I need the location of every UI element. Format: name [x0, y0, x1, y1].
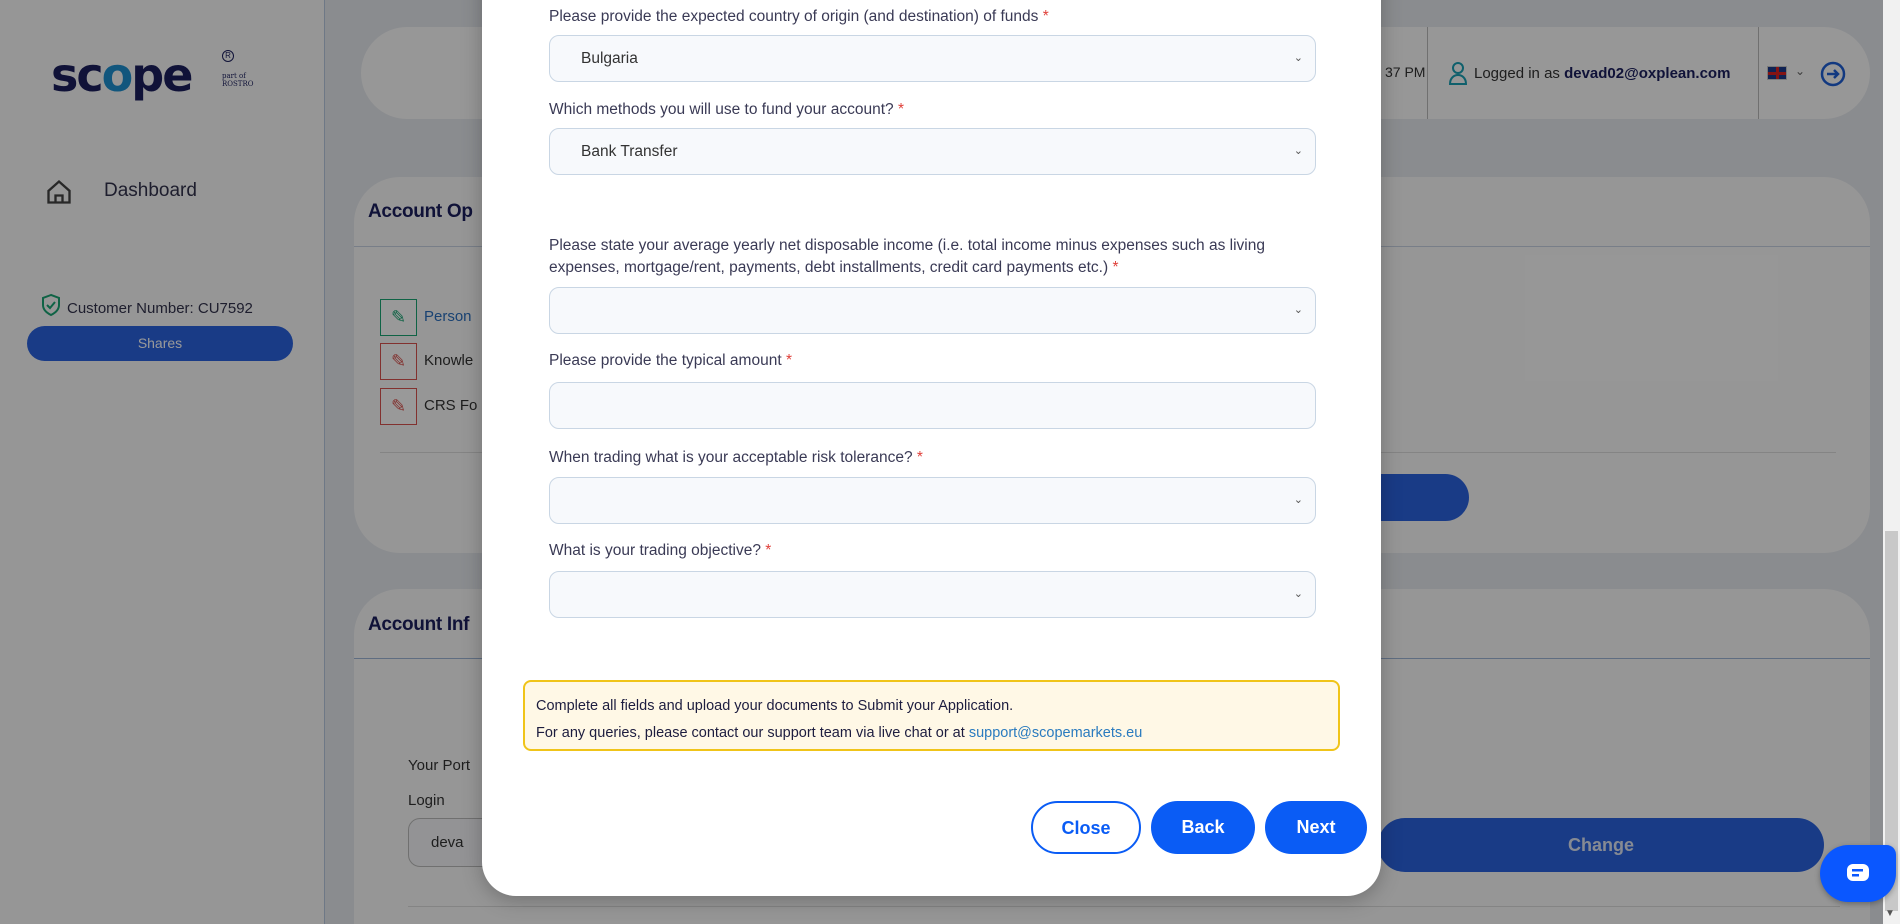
- account-type-shares-button[interactable]: Shares: [27, 326, 293, 361]
- portal-label: Your Port: [408, 757, 470, 774]
- logged-in-prefix: Logged in as: [1474, 65, 1560, 82]
- document-incomplete-icon: ✎: [380, 343, 417, 380]
- notice-line-2: For any queries, please contact our support team via live chat or at support@scopemarkets.eu: [536, 725, 1143, 741]
- question-label: Please state your average yearly net disposable income (i.e. total income minus expenses such as living expenses, mortgage/rent, payments, debt installments, credit card payments etc.) *: [549, 237, 1265, 276]
- select-value: Bank Transfer: [581, 143, 678, 160]
- document-complete-icon: ✎: [380, 299, 417, 336]
- logo-subtitle: part of ROSTRO: [222, 72, 254, 88]
- account-info-title: Account Inf: [368, 614, 470, 635]
- trading-objective-select[interactable]: [549, 571, 1316, 618]
- nav-dashboard[interactable]: Dashboard: [104, 180, 197, 201]
- customer-number: Customer Number: CU7592: [67, 300, 253, 317]
- question-label: What is your trading objective? *: [549, 542, 772, 559]
- country-of-funds-select[interactable]: [549, 35, 1316, 82]
- scroll-down-arrow-icon[interactable]: ▼: [1885, 908, 1895, 919]
- question-label: Please provide the expected country of origin (and destination) of funds *: [549, 8, 1049, 25]
- chevron-down-icon: ⌄: [1293, 145, 1303, 157]
- document-incomplete-icon: ✎: [380, 388, 417, 425]
- chat-icon: [1846, 863, 1870, 883]
- application-modal: [482, 0, 1381, 896]
- chevron-down-icon: ⌄: [1293, 304, 1303, 316]
- back-button[interactable]: Back: [1151, 801, 1255, 854]
- login-label: Login: [408, 792, 445, 809]
- scope-logo[interactable]: scope: [51, 48, 192, 102]
- chevron-down-icon: ⌄: [1293, 494, 1303, 506]
- risk-tolerance-select[interactable]: [549, 477, 1316, 524]
- support-email-link[interactable]: support@scopemarkets.eu: [968, 725, 1143, 741]
- header-time: 37 PM: [1385, 64, 1426, 80]
- chevron-down-icon: ⌄: [1293, 52, 1303, 64]
- registered-mark: R: [222, 50, 234, 62]
- question-label: Please provide the typical amount *: [549, 352, 792, 369]
- next-button[interactable]: Next: [1265, 801, 1367, 854]
- document-link[interactable]: CRS Fo: [424, 397, 478, 414]
- notice-box: [523, 680, 1340, 751]
- login-field[interactable]: deva: [408, 818, 708, 867]
- typical-amount-input[interactable]: [549, 382, 1316, 429]
- funding-method-select[interactable]: [549, 128, 1316, 175]
- question-label: When trading what is your acceptable risk tolerance? *: [549, 449, 923, 466]
- account-opening-title: Account Op: [368, 201, 473, 222]
- notice-line-1: Complete all fields and upload your documents to Submit your Application.: [536, 698, 1014, 714]
- disposable-income-select[interactable]: [549, 287, 1316, 334]
- select-value: Bulgaria: [581, 50, 638, 67]
- close-button[interactable]: Close: [1031, 801, 1141, 854]
- chevron-down-icon: ⌄: [1293, 588, 1303, 600]
- user-email: devad02@oxplean.com: [1564, 65, 1731, 82]
- question-label: Which methods you will use to fund your account? *: [549, 101, 904, 118]
- language-chevron-icon[interactable]: ⌄: [1795, 64, 1806, 78]
- document-link[interactable]: Person: [424, 308, 472, 325]
- document-link[interactable]: Knowle: [424, 352, 474, 369]
- live-chat-button[interactable]: [1820, 845, 1896, 902]
- change-button[interactable]: Change: [1378, 818, 1824, 872]
